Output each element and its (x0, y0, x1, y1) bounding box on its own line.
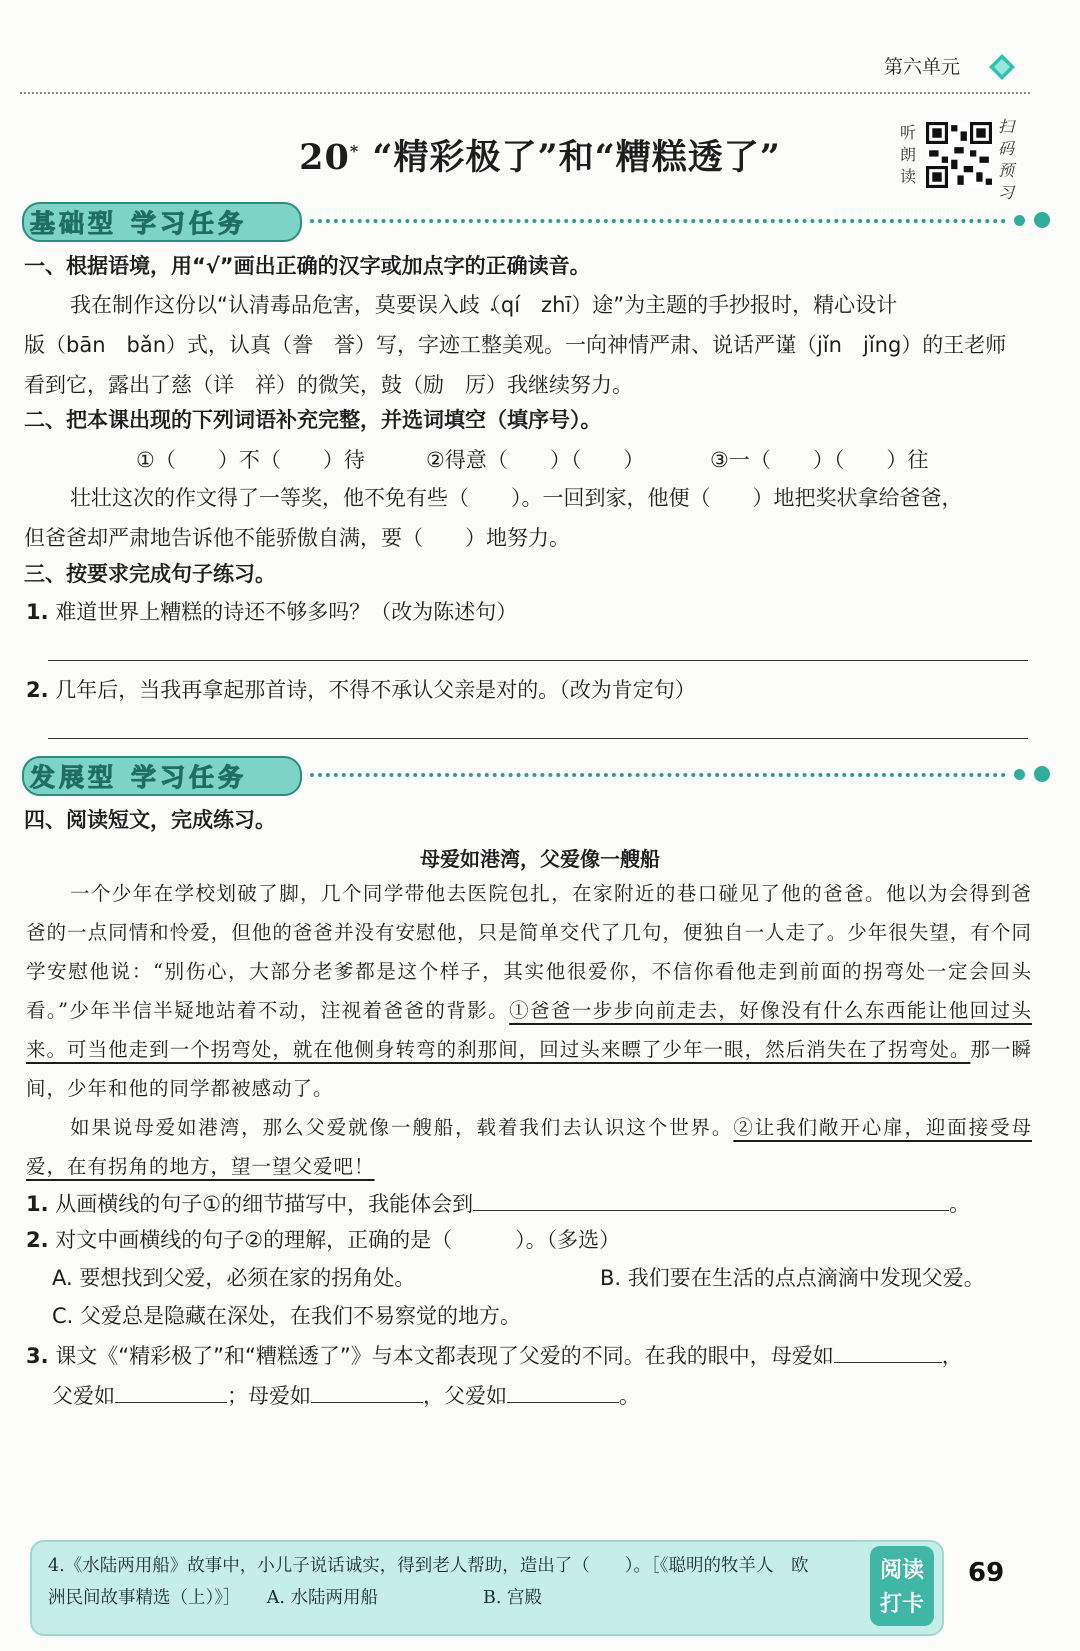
q4-text: 课文《“精彩极了”和“糟糕透了”》与本文都表现了父爱的不同。在我的眼中，母爱如 (55, 1344, 834, 1368)
q1-text: 我在制作这份以“认清毒品危害，莫要误入 (70, 293, 459, 317)
qr-code-icon[interactable] (926, 120, 992, 190)
q4-sub-1 (26, 1186, 1036, 1218)
q2-item-1[interactable]: ①（ ）不（ ）待 (136, 448, 365, 472)
q1-paragraph (24, 325, 1034, 365)
page-number: 69 (968, 1558, 1005, 1588)
q3-sentence-2 (26, 674, 696, 704)
banner-task: 学习任务 (131, 209, 248, 238)
answer-line-2[interactable] (48, 738, 1028, 739)
q4-text: 对文中画横线的句子②的理解，正确的是（ ）。（多选） (55, 1228, 621, 1252)
answer-blank[interactable] (834, 1338, 942, 1363)
banner-text (22, 204, 298, 240)
reading-task-text (48, 1550, 858, 1614)
q1-text: （qí zhī）途”为主题的手抄报时，精心设计 (479, 293, 898, 317)
q4-text: 父爱如 (52, 1384, 115, 1408)
banner-dot-small (1014, 215, 1025, 226)
q1-heading: 一、根据语境，用“√”画出正确的汉字或加点字的正确读音。 (24, 254, 591, 278)
banner-type: 基础型 (30, 209, 118, 238)
q2-item-3[interactable]: ③一（ ）（ ）往 (710, 448, 929, 472)
option-c[interactable]: C. 父爱总是隐藏在深处，在我们不易察觉的地方。 (52, 1304, 522, 1328)
q2-items (130, 444, 1030, 474)
dotted-char: 歧 (458, 293, 480, 317)
q1-text: （bān bǎn）式，认真（誊 誉）写，字迹工整美观。一向神情严肃、说话严 (45, 333, 776, 357)
lesson-mark: * (349, 141, 360, 161)
q4-text: 。 (619, 1384, 640, 1408)
q4-text: ，父爱如 (423, 1384, 507, 1408)
q4-num: 2. (26, 1228, 49, 1252)
q3-text: 几年后，当我再拿起那首诗，不得不承认父亲是对的。（改为肯定句） (55, 678, 696, 702)
scan-preview-label: 扫码预习 (998, 117, 1015, 202)
story-text: 一个少年在学校划破了脚，几个同学带他去医院包扎，在家附近的巷口碰见了他的爸爸。他以为会得到爸爸的一点同情和怜爱，但他的爸爸并没有安慰他，只是简单交代了几句，便独自一人走了。少年很失望，有个同学安慰他说：“别伤心，大部分老爹都是这个样子，其实他很爱你，不信你看他走到前面的拐弯处一定会回头看。”少年半信半疑地站着不动，注视着爸爸的背影。 (26, 882, 1032, 1022)
q4-text: 从画横线的句子①的细节描写中，我能体会到 (55, 1192, 474, 1216)
answer-line-1[interactable] (48, 660, 1028, 661)
q3-sentence-1 (26, 596, 517, 626)
q4-num: 3. (26, 1344, 49, 1368)
answer-blank[interactable] (115, 1378, 227, 1403)
q1-paragraph (24, 285, 1034, 325)
q3-num: 2. (26, 678, 49, 702)
story-text: 那一瞬间，少年和他的同学都被感动了。 (26, 1038, 1032, 1100)
option-b[interactable]: B. 我们要在生活的点点滴滴中发现父爱。 (600, 1266, 985, 1290)
q2-text-1: 壮壮这次的作文得了一等奖，他不免有些（ ）。一回到家，他便（ ）地把奖状拿给爸爸， (70, 486, 963, 510)
q3-text: 难道世界上糟糕的诗还不够多吗？（改为陈述句） (55, 600, 518, 624)
answer-blank[interactable] (311, 1378, 423, 1403)
story-title: 母爱如港湾，父爱像一艘船 (420, 847, 660, 871)
section-banner-development (22, 756, 1062, 794)
q4-sub-3-line2 (52, 1378, 640, 1410)
q1-line3: 看到它，露出了慈（详 祥）的微笑，鼓（励 厉）我继续努力。 (24, 373, 633, 397)
diamond-icon (987, 52, 1017, 82)
reading-checkin-button[interactable] (870, 1546, 934, 1626)
q4-text: 。 (949, 1192, 971, 1216)
listen-label: 听朗读 (900, 123, 917, 186)
badge-bottom: 打卡 (879, 1592, 924, 1617)
reading-task-line-1: 4.《水陆两用船》故事中，小儿子说话诚实，得到老人帮助，造出了（ ）。［《聪明的牧羊人 欧 (48, 1556, 809, 1576)
banner-dot (1034, 212, 1050, 228)
section-banner-basic (22, 202, 1062, 240)
underlined-sentence-2: ②让我们敞开心扉，迎面接受母爱，在有拐角的地方，望一望父爱吧！ (26, 1116, 1032, 1178)
lesson-title-text: “精彩极了”和“糟糕透了” (372, 137, 781, 178)
dotted-char: 谨 (775, 333, 797, 357)
underlined-sentence-1: ①爸爸一步步向前走去，好像没有什么东西能让他回过头来。可当他走到一个拐弯处，就在他侧身转弯的刹那间，回过头来瞟了少年一眼，然后消失在了拐弯处。 (26, 999, 1032, 1061)
story-paragraph-1 (26, 874, 1032, 1108)
banner-dot (1034, 766, 1050, 782)
dotted-char: 版 (24, 333, 45, 357)
q4-sub-3 (26, 1338, 1036, 1370)
banner-dots (310, 219, 1006, 223)
story-text: 如果说母爱如港湾，那么父爱就像一艘船，载着我们去认识这个世界。 (70, 1116, 734, 1139)
q4-sub-2 (26, 1224, 620, 1254)
banner-dot-small (1014, 769, 1025, 780)
header-divider (20, 92, 1030, 94)
q2-item-2[interactable]: ②得意（ ）（ ） (426, 448, 645, 472)
option-a[interactable]: A. 要想找到父爱，必须在家的拐角处。 (52, 1266, 416, 1290)
unit-label: 第六单元 (884, 56, 961, 78)
q1-text: （jǐn jǐng）的王老师 (796, 333, 1007, 357)
banner-type: 发展型 (30, 763, 118, 792)
banner-dots (310, 773, 1006, 777)
q2-text-2: 但爸爸却严肃地告诉他不能骄傲自满，要（ ）地努力。 (24, 526, 570, 550)
q4-text: ；母爱如 (227, 1384, 311, 1408)
answer-blank[interactable] (507, 1378, 619, 1403)
banner-text (22, 758, 298, 794)
banner-task: 学习任务 (131, 763, 248, 792)
q4-num: 1. (26, 1192, 49, 1216)
q3-num: 1. (26, 600, 49, 624)
q3-heading: 三、按要求完成句子练习。 (24, 562, 276, 586)
q4-heading: 四、阅读短文，完成练习。 (24, 808, 276, 832)
q4-text: ， (941, 1344, 963, 1368)
q2-heading: 二、把本课出现的下列词语补充完整，并选词填空（填序号）。 (24, 408, 602, 432)
reading-task-line-2: 洲民间故事精选（上）》］ A. 水陆两用船 B. 宫殿 (48, 1588, 542, 1608)
badge-top: 阅读 (879, 1558, 924, 1583)
lesson-number: 20 (299, 137, 350, 178)
story-paragraph-2 (26, 1108, 1032, 1186)
answer-blank[interactable] (473, 1186, 949, 1211)
